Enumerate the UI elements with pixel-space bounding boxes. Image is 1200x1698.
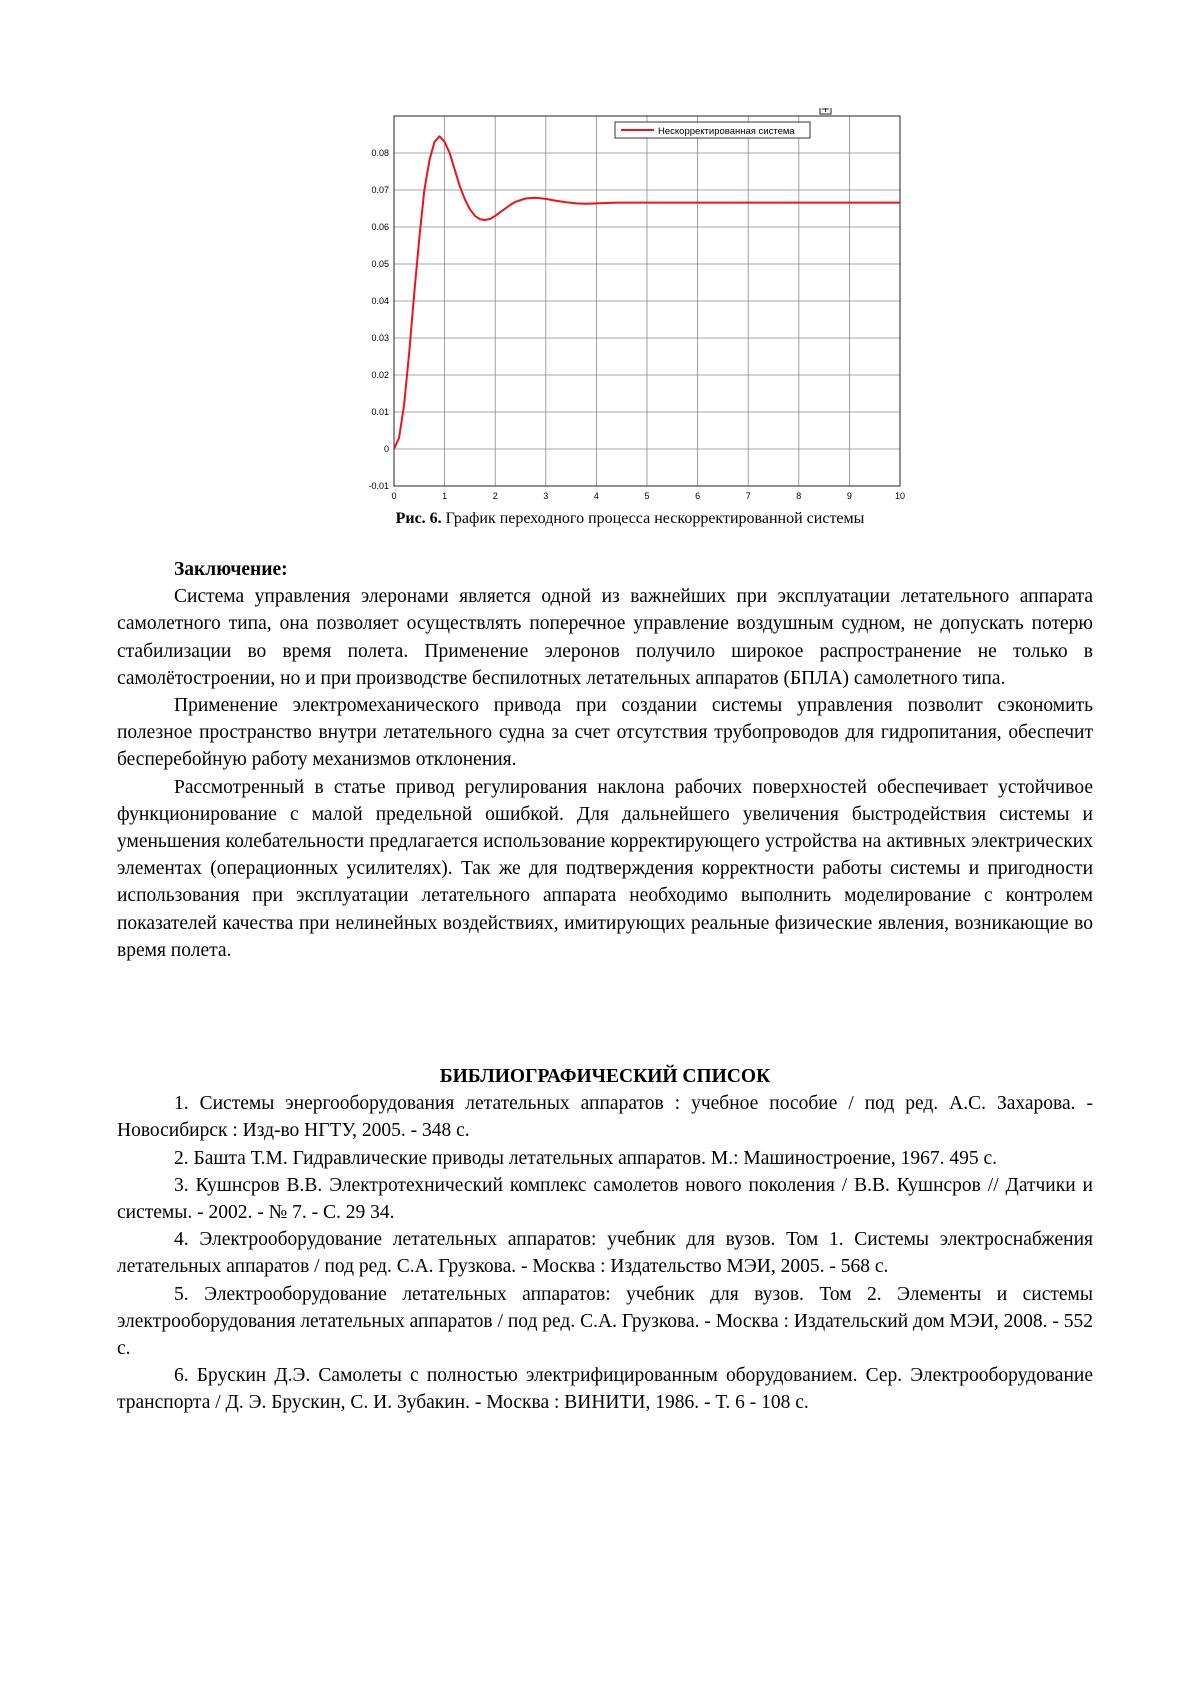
bibliography-item-5: 5. Электрооборудование летательных аппаратов: учебник для вузов. Том 2. Элементы и системы электрооборудования летательных аппаратов / под ред. С.А. Грузкова. - Москва : Издательский дом МЭИ, 2008. - 552 с. <box>117 1283 1093 1360</box>
conclusion-paragraph-1: Система управления элеронами является одной из важнейших при эксплуатации летательного аппарата самолетного типа, она позволяет осуществлять поперечное управление воздушным судном, не допускать потерю стабилизации во время полета. Применение элеронов получило широкое распространение не только в самолётостроении, но и при производстве беспилотных летательных аппаратов (БПЛА) самолетного типа. <box>117 586 1093 689</box>
x-tick-label: 9 <box>846 491 852 501</box>
y-tick-label: 0.02 <box>371 370 389 380</box>
axis-corner <box>390 108 399 112</box>
x-tick-label: 1 <box>442 491 448 501</box>
y-tick-label: -0.01 <box>368 481 389 491</box>
conclusion-paragraph-3: Рассмотренный в статье привод регулирования наклона рабочих поверхностей обеспечивает устойчивое функционирование с малой предельной ошибкой. Для дальнейшего увеличения быстродействия системы и уменьшения колебательности предлагается использование корректирующего устройства на активных электрических элементах (операционных усилителях). Так же для подтверждения корректности работы системы и пригодности использования при эксплуатации летательного аппарата необходимо выполнить моделирование с контролем показателей качества при нелинейных воздействиях, имитирующих реальные физические явления, возникающие во время полета. <box>117 776 1093 961</box>
y-tick-label: 0.03 <box>371 333 389 343</box>
y-tick-label: 0.05 <box>371 259 389 269</box>
bibliography-item-1: 1. Системы энергооборудования летательных аппаратов : учебное пособие / под ред. А.С. Захарова. - Новосибирск : Изд-во НГТУ, 2005. - 348 с. <box>117 1093 1093 1142</box>
figure-caption-text: График переходного процесса нескорректированной системы <box>441 510 865 527</box>
export-icon[interactable] <box>820 108 831 114</box>
chart-background <box>350 108 910 508</box>
x-tick-label: 7 <box>745 491 751 501</box>
y-tick-label: 0.07 <box>371 185 389 195</box>
x-tick-label: 4 <box>593 491 599 501</box>
step-response-chart <box>350 108 910 508</box>
x-tick-label: 5 <box>644 491 650 501</box>
bibliography-item-6: 6. Брускин Д.Э. Самолеты с полностью электрифицированным оборудованием. Сер. Электрооборудование транспорта / Д. Э. Брускин, С. И. Зубакин. - Москва : ВИНИТИ, 1986. - Т. 6 - 108 с. <box>117 1365 1093 1414</box>
bibliography-section <box>117 1063 1093 1417</box>
y-tick-label: 0.04 <box>371 296 389 306</box>
bibliography-title: БИБЛИОГРАФИЧЕСКИЙ СПИСОК <box>439 1066 771 1087</box>
x-tick-label: 8 <box>796 491 802 501</box>
conclusion-section <box>117 556 1093 964</box>
x-tick-label: 2 <box>492 491 498 501</box>
y-tick-label: 0 <box>383 444 389 454</box>
bibliography-item-4: 4. Электрооборудование летательных аппаратов: учебник для вузов. Том 1. Системы электроснабжения летательных аппаратов / под ред. С.А. Грузкова. - Москва : Издательство МЭИ, 2005. - 568 с. <box>117 1229 1093 1278</box>
chart-legend <box>615 122 810 138</box>
bibliography-item-3: 3. Кушнсров В.В. Электротехнический комплекс самолетов нового поколения / В.В. Кушнсров // Датчики и системы. - 2002. - № 7. - С. 29 34. <box>117 1174 1093 1224</box>
conclusion-paragraph-2: Применение электромеханического привода при создании системы управления позволит сэкономить полезное пространство внутри летательного судна за счет отсутствия трубопроводов для гидропитания, обеспечит бесперебойную работу механизмов отклонения. <box>117 695 1093 771</box>
x-tick-label: 0 <box>391 491 397 501</box>
y-tick-label: 0.01 <box>371 407 389 417</box>
x-tick-label: 6 <box>695 491 701 501</box>
x-tick-label: 3 <box>543 491 549 501</box>
figure-caption-label: Рис. 6. <box>395 510 442 527</box>
legend-series-label: Нескорректированная система <box>658 126 795 137</box>
bibliography-item-2: 2. Башта Т.М. Гидравлические приводы летательных аппаратов. М.: Машиностроение, 1967. 495 с. <box>174 1147 997 1169</box>
x-tick-label: 10 <box>894 491 906 501</box>
figure-caption <box>0 508 1200 530</box>
y-tick-label: 0.08 <box>371 148 389 158</box>
step-response-figure <box>350 108 910 508</box>
conclusion-heading: Заключение: <box>174 559 288 580</box>
y-tick-label: 0.06 <box>371 222 389 232</box>
